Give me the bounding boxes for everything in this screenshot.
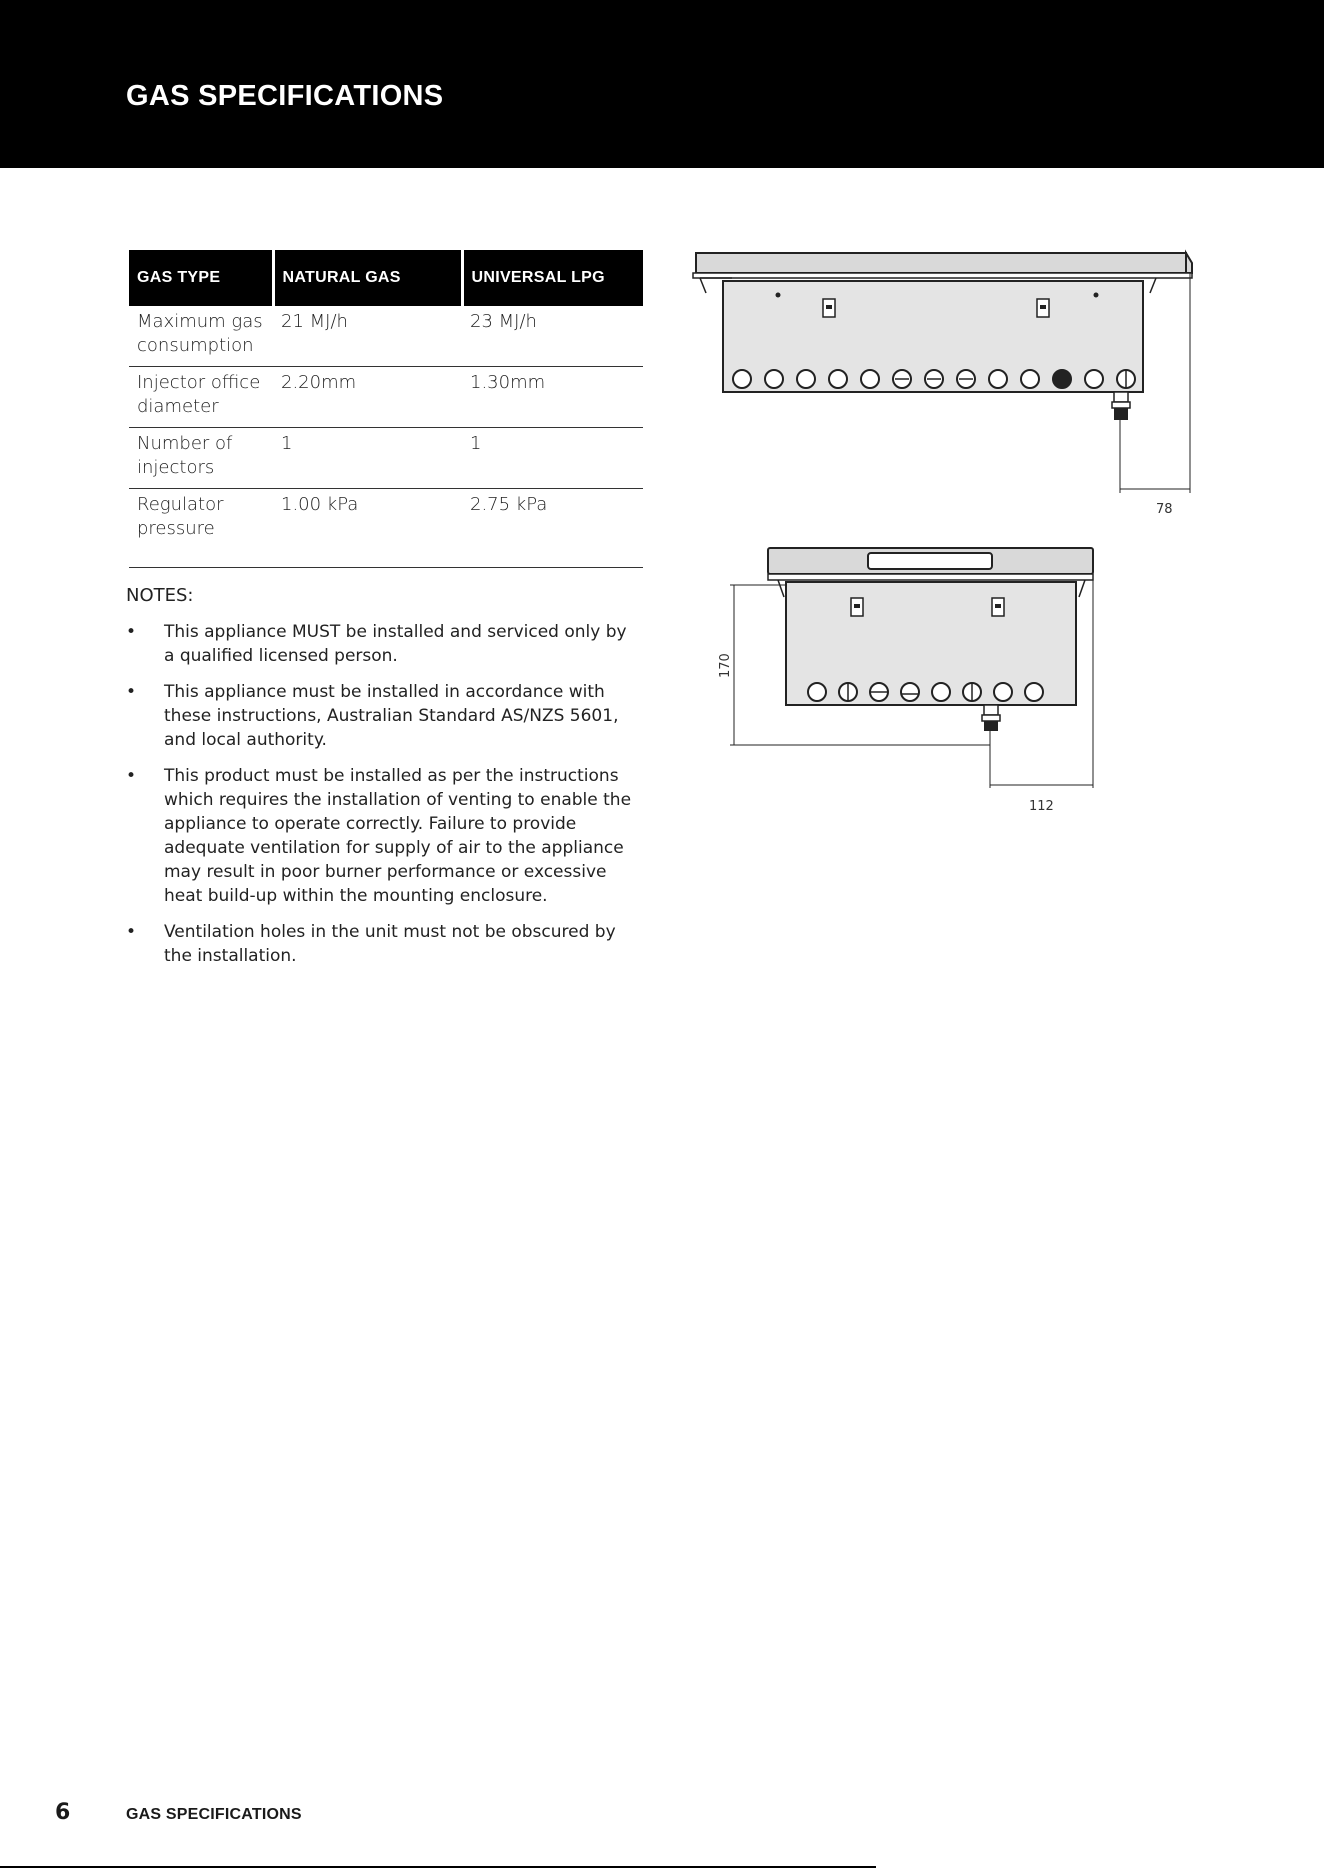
dimension-label-112: 112: [1029, 799, 1054, 814]
page-number: 6: [55, 1800, 71, 1825]
page-title: GAS SPECIFICATIONS: [126, 80, 444, 112]
lpg-value: 1: [462, 428, 643, 489]
row-label: Number of injectors: [129, 428, 273, 489]
table-row: [129, 428, 643, 489]
dimension-label-170: 170: [718, 653, 733, 678]
header-natural-gas: NATURAL GAS: [273, 250, 462, 306]
dimension-label-78: 78: [1156, 502, 1173, 517]
note-text: Ventilation holes in the unit must not be obscured by the installation.: [164, 922, 616, 966]
row-label: Maximum gas consumption: [129, 306, 273, 367]
side-view-drawing: [730, 548, 1093, 788]
bullet-icon: •: [126, 682, 137, 702]
row-label: Regulator pressure: [129, 489, 273, 568]
bullet-icon: •: [126, 766, 137, 786]
footer-divider: [0, 1866, 876, 1868]
lpg-value: 1.30mm: [462, 367, 643, 428]
natural-gas-value: 1.00 kPa: [273, 489, 462, 568]
natural-gas-value: 2.20mm: [273, 367, 462, 428]
table-header-row: [129, 250, 643, 306]
header-band: [0, 0, 1324, 168]
list-item: [126, 680, 636, 752]
note-text: This appliance MUST be installed and serviced only by a qualified licensed person.: [164, 622, 627, 666]
bullet-icon: •: [126, 922, 137, 942]
table-row: [129, 367, 643, 428]
list-item: [126, 764, 636, 908]
note-text: This appliance must be installed in accordance with these instructions, Australian Standard AS/NZS 5601, and local authority.: [164, 682, 619, 750]
lpg-value: 2.75 kPa: [462, 489, 643, 568]
lpg-value: 23 MJ/h: [462, 306, 643, 367]
natural-gas-value: 1: [273, 428, 462, 489]
front-view-drawing: [693, 253, 1192, 493]
notes-list: [126, 620, 636, 980]
appliance-dimension-diagram: [690, 245, 1210, 825]
footer-section-title: GAS SPECIFICATIONS: [126, 1806, 302, 1823]
table-row: [129, 489, 643, 568]
bullet-icon: •: [126, 622, 137, 642]
list-item: [126, 920, 636, 968]
table-row: [129, 306, 643, 367]
note-text: This product must be installed as per the instructions which requires the installation of venting to enable the appliance to operate correctly. Failure to provide adequate ventilation for supply of air to the appliance may result in poor burner performance or excessive heat build-up within the mounting enclosure.: [164, 766, 632, 906]
notes-heading: NOTES:: [126, 585, 194, 606]
gas-spec-table: [129, 250, 643, 568]
natural-gas-value: 21 MJ/h: [273, 306, 462, 367]
header-gas-type: GAS TYPE: [129, 250, 273, 306]
header-universal-lpg: UNIVERSAL LPG: [462, 250, 643, 306]
list-item: [126, 620, 636, 668]
row-label: Injector office diameter: [129, 367, 273, 428]
